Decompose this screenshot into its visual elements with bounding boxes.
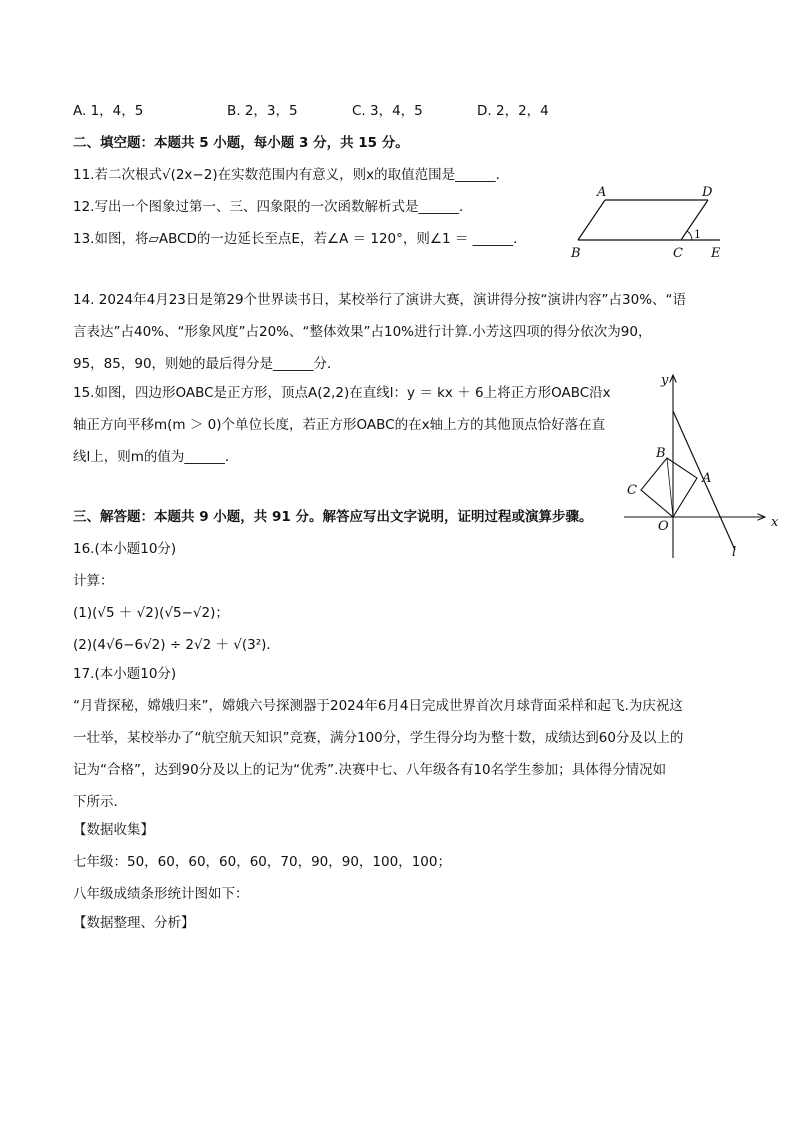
label-e: E [711, 246, 721, 261]
question-14-line-1: 14. 2024年4月23日是第29个世界读书日，某校举行了演讲大赛，演讲得分按“演讲内容”占30%、“语 [73, 292, 687, 308]
question-12: 12.写出一个图象过第一、三、四象限的一次函数解析式是______． [73, 199, 473, 215]
question-17-line-4: 下所示． [73, 794, 127, 810]
question-16-part-1: (1)(√5 ＋ √2)(√5−√2)； [73, 605, 229, 621]
section3-title: 三、解答题：本题共 9 小题，共 91 分。解答应写出文字说明，证明过程或演算步骤。 [73, 509, 593, 525]
grade7-scores: 七年级：50，60，60，60，60，70，90，90，100，100； [73, 854, 451, 870]
question-16-intro: 计算： [73, 573, 114, 589]
vertex-b-label: B [656, 446, 666, 461]
label-angle-1: 1 [694, 228, 701, 241]
option-a: A. 1，4，5 [73, 103, 144, 119]
option-c: C. 3，4，5 [352, 103, 423, 119]
question-17-line-3: 记为“合格”，达到90分及以上的记为“优秀”.决赛中七、八年级各有10名学生参加；具体得分情况如 [73, 762, 667, 778]
question-15-line-1: 15.如图，四边形OABC是正方形，顶点A(2,2)在直线l：y ＝ kx ＋ 6上将正方形OABC沿x [73, 385, 611, 401]
axis-x-label: x [771, 515, 779, 530]
question-15-line-3: 线l上，则m的值为______． [73, 449, 239, 465]
question-15-line-2: 轴正方向平移m(m ＞ 0)个单位长度，若正方形OABC的在x轴上方的其他顶点恰好落在直 [73, 417, 606, 433]
coordinate-figure [620, 370, 785, 565]
question-14-line-3: 95，85，90，则她的最后得分是______分． [73, 356, 341, 372]
question-17-header: 17.(本小题10分) [73, 666, 177, 682]
label-a: A [597, 185, 607, 200]
parallelogram-figure [565, 180, 730, 262]
label-d: D [702, 185, 713, 200]
label-b: B [571, 246, 581, 261]
question-16-header: 16.(本小题10分) [73, 541, 177, 557]
vertex-a-label: A [702, 471, 712, 486]
question-17-line-1: “月背探秘，嫦娥归来”，嫦娥六号探测器于2024年6月4日完成世界首次月球背面采样和起飞.为庆祝这 [73, 698, 683, 714]
axis-y-label: y [661, 373, 669, 388]
vertex-c-label: C [627, 483, 637, 498]
question-11: 11.若二次根式√(2x−2)在实数范围内有意义，则x的取值范围是______． [73, 167, 510, 183]
option-d: D. 2，2，4 [477, 103, 549, 119]
line-l-label: l [732, 545, 737, 560]
question-14-line-2: 言表达”占40%、“形象风度”占20%、“整体效果”占10%进行计算.小芳这四项的得分依次为90， [73, 324, 652, 340]
question-17-line-2: 一壮举，某校举办了“航空航天知识”竞赛，满分100分，学生得分均为整十数，成绩达到60分及以上的 [73, 730, 684, 746]
question-13: 13.如图，将▱ABCD的一边延长至点E，若∠A ＝ 120°，则∠1 ＝ ______． [73, 231, 527, 247]
grade8-chart-note: 八年级成绩条形统计图如下： [73, 886, 249, 902]
label-c: C [673, 246, 683, 261]
data-analysis-heading: 【数据整理、分析】 [73, 915, 195, 931]
option-b: B. 2，3，5 [227, 103, 298, 119]
question-16-part-2: (2)(4√6−6√2) ÷ 2√2 ＋ √(3²)． [73, 637, 280, 653]
origin-label: O [658, 519, 669, 534]
section2-title: 二、填空题：本题共 5 小题，每小题 3 分，共 15 分。 [73, 135, 409, 151]
data-collect-heading: 【数据收集】 [73, 822, 154, 838]
